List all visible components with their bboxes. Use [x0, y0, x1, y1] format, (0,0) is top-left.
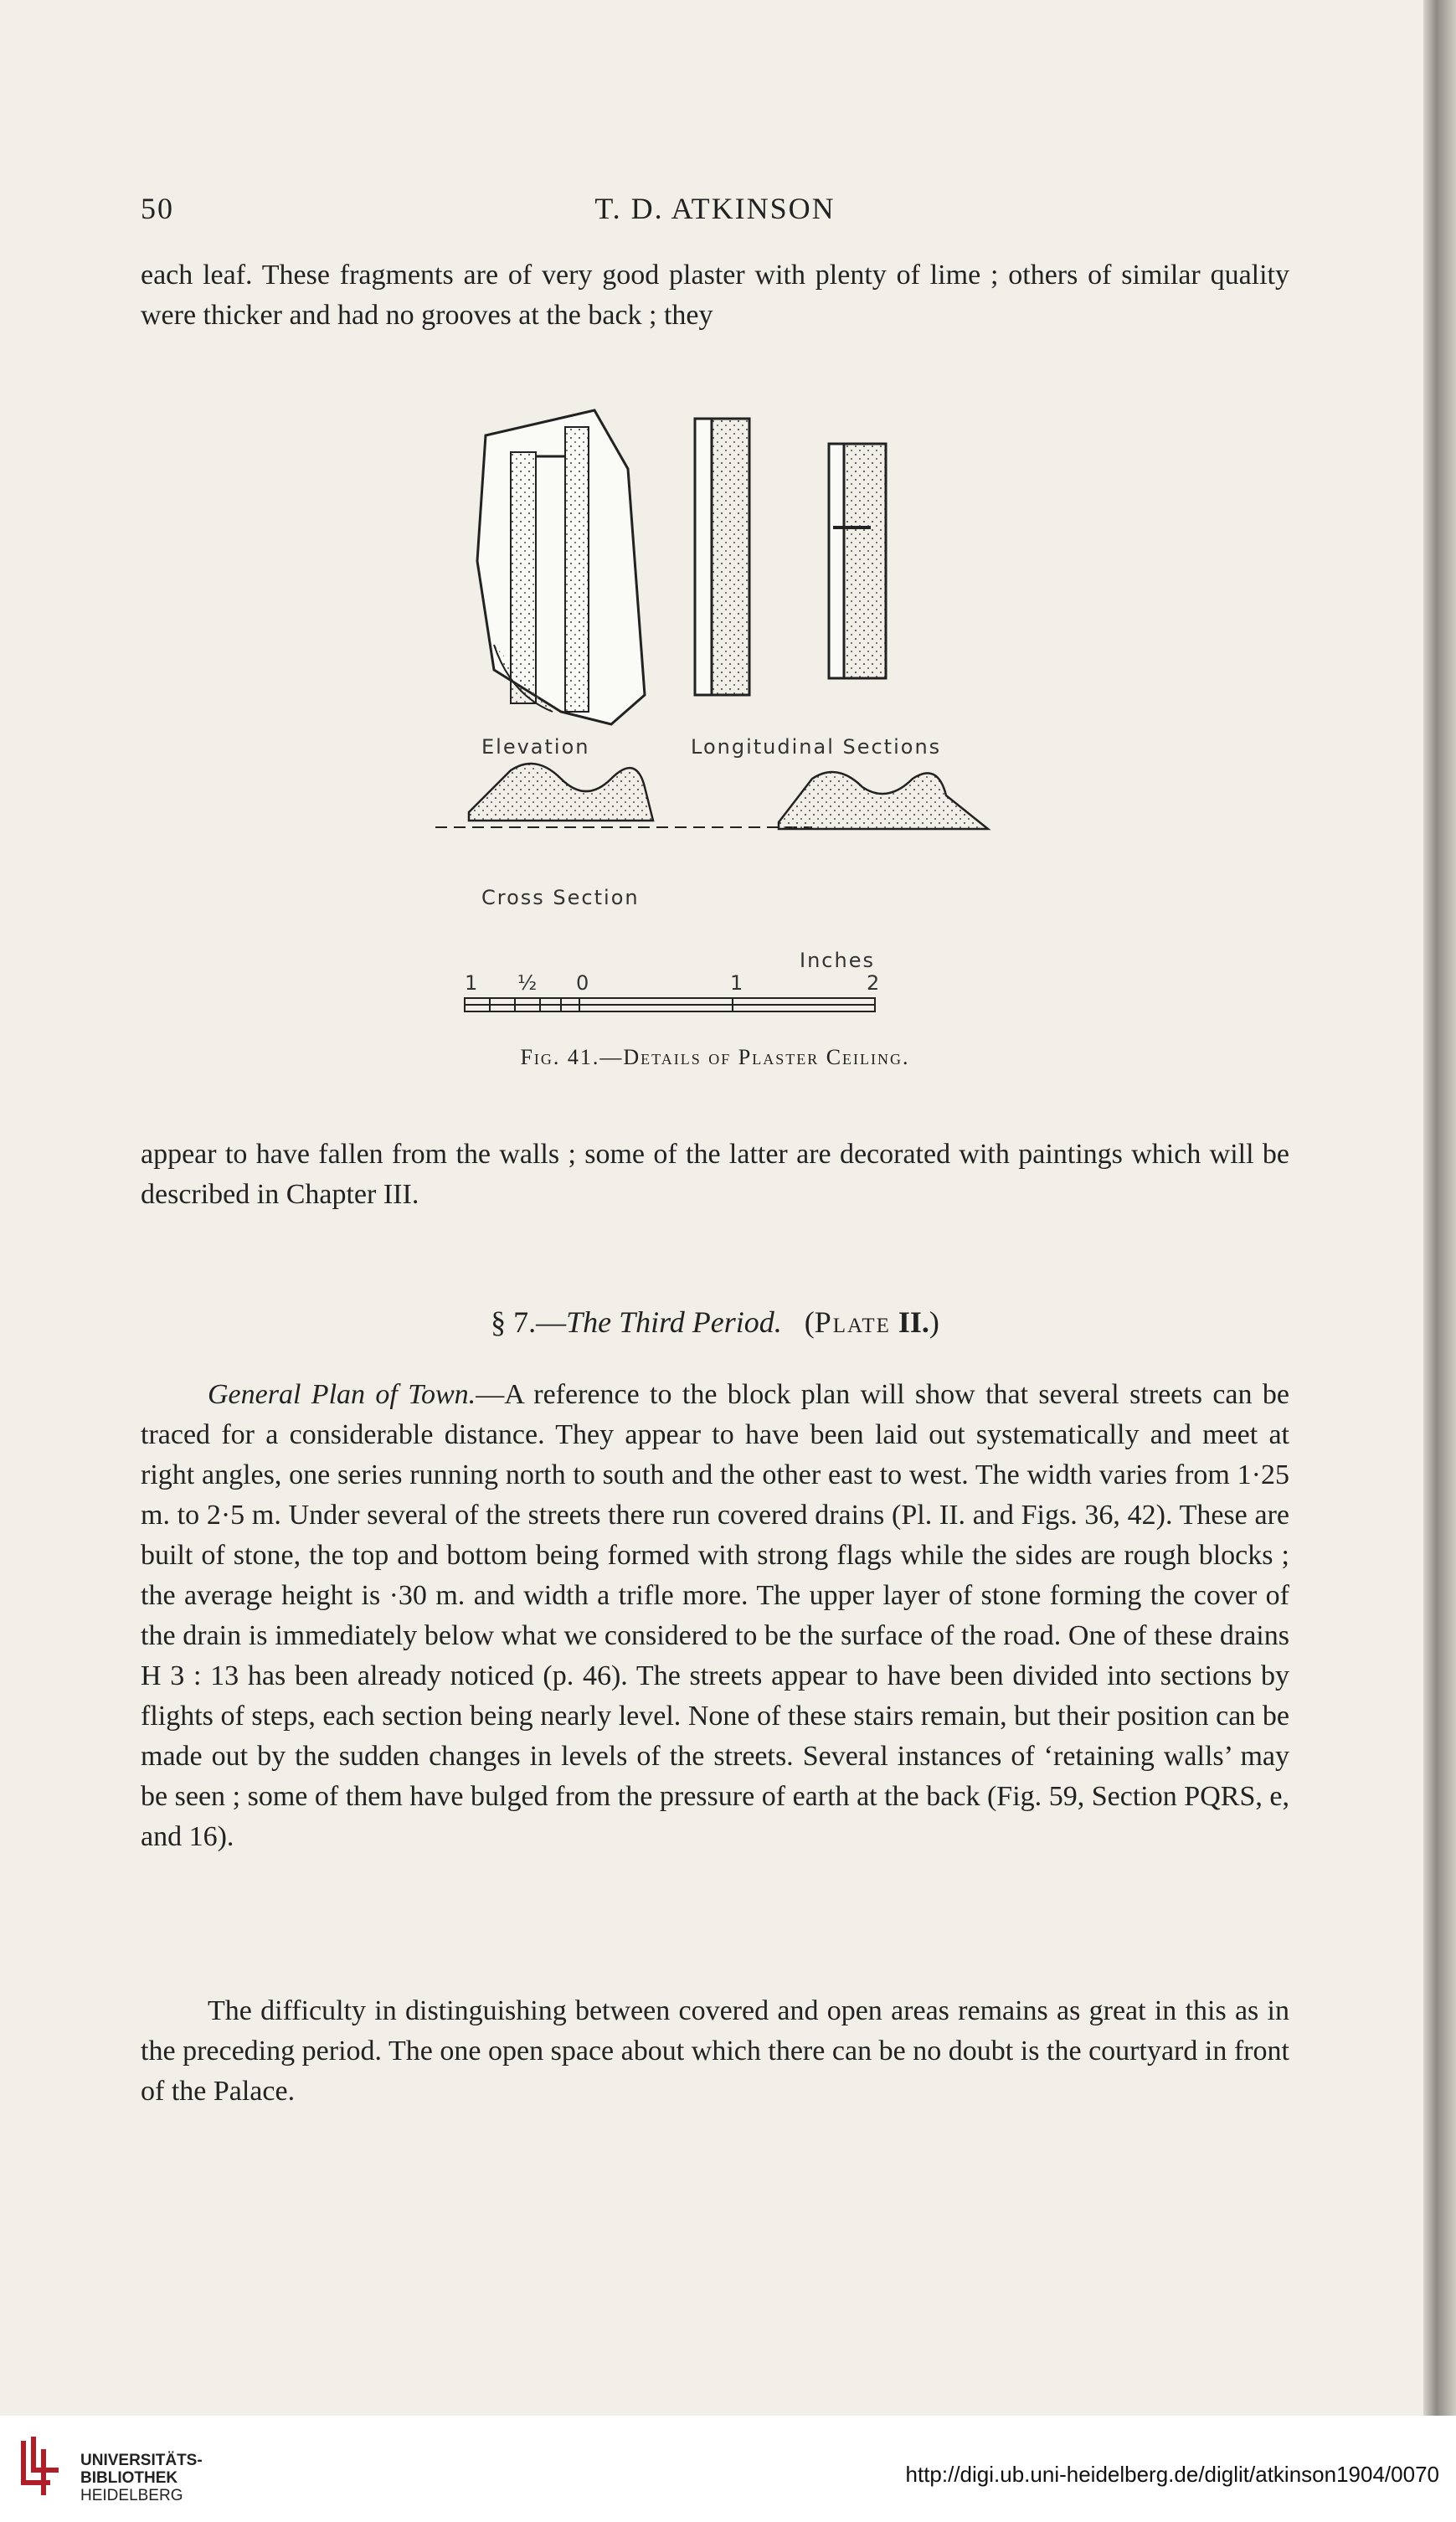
label-longitudinal-sections: Longitudinal Sections: [691, 735, 942, 759]
figure-caption: Fig. 41.—Details of Plaster Ceiling.: [520, 1045, 910, 1069]
source-url-link[interactable]: http://digi.ub.uni-heidelberg.de/diglit/atkinson1904/0070: [905, 2462, 1439, 2487]
figure-plaster-ceiling: [419, 394, 1021, 1055]
section-title: The Third Period.: [566, 1305, 782, 1339]
plaster-drawing: [419, 394, 1021, 1055]
page-edge-shadow: [1423, 0, 1456, 2416]
plate-number: II.: [898, 1305, 929, 1339]
library-logo-icon: [17, 2432, 64, 2499]
page-number: 50: [141, 192, 174, 225]
paragraph-general-plan: [141, 1375, 1289, 1857]
scale-tick-0: 0: [576, 971, 591, 995]
library-line-2: BIBLIOTHEK: [80, 2469, 178, 2487]
paragraph-general-plan-text: —A reference to the block plan will show that several streets can be traced for a considerable distance. They appear to have been laid out systematically and meet at right angles, one series running north to south and the other east to west. The width varies from 1·25 m. to 2·5 m. Under several of the streets there run covered drains (Pl. II. and Figs. 36, 42). These are built of stone, the top and bottom being formed with strong flags while the sides are rough blocks ; the average height is ·30 m. and width a trifle more. The upper layer of stone forming the cover of the drain is immediately below what we considered to be the surface of the road. One of these drains H 3 : 13 has been already noticed (p. 46). The streets appear to have been divided into sections by flights of steps, each section being nearly level. None of these stairs remain, but their position can be made out by the sudden changes in levels of the streets. Several instances of ‘retaining walls’ may be seen ; some of them have bulged from the pressure of earth at the back (Fig. 59, Section PQRS, e, and 16).: [141, 1379, 1289, 1852]
scale-tick-1: 1: [465, 971, 480, 995]
plate-close: ): [929, 1305, 939, 1339]
label-inches: Inches: [800, 949, 875, 972]
scale-tick-2: 2: [867, 971, 882, 995]
longitudinal-section-2: [829, 444, 886, 678]
label-elevation: Elevation: [481, 735, 590, 759]
elevation-fragment: [477, 410, 645, 724]
scale-bar: [465, 949, 881, 1011]
scale-tick-half: ½: [517, 971, 539, 995]
paragraph-open-areas: The difficulty in distinguishing between covered and open areas remains as great in this as in the preceding period. The one open space about which there can be no doubt is the courtyard in front of the Palace.: [141, 1995, 1289, 2107]
library-line-1: UNIVERSITÄTS-: [80, 2452, 203, 2469]
section-prefix: § 7.—: [491, 1305, 567, 1339]
label-cross-section: Cross Section: [481, 886, 640, 909]
scale-tick-1b: 1: [730, 971, 745, 995]
plate-word: Plate: [814, 1305, 891, 1339]
page-header: [141, 191, 1289, 233]
longitudinal-section-1: [695, 419, 749, 695]
plate-open: (: [804, 1305, 815, 1339]
paragraph-continuation: each leaf. These fragments are of very good plaster with plenty of lime ; others of similar quality were thicker and had no grooves at the back ; they: [141, 260, 1289, 331]
section-heading: [141, 1305, 1289, 1340]
running-title: T. D. ATKINSON: [594, 192, 836, 225]
paragraph-walls: appear to have fallen from the walls ; some of the latter are decorated with paintings which will be described in Chapter III.: [141, 1139, 1289, 1210]
library-name: [80, 2452, 203, 2504]
library-line-3: HEIDELBERG: [80, 2487, 183, 2504]
paragraph-lead: General Plan of Town.: [208, 1379, 476, 1410]
cross-section-drawing: [435, 764, 988, 829]
